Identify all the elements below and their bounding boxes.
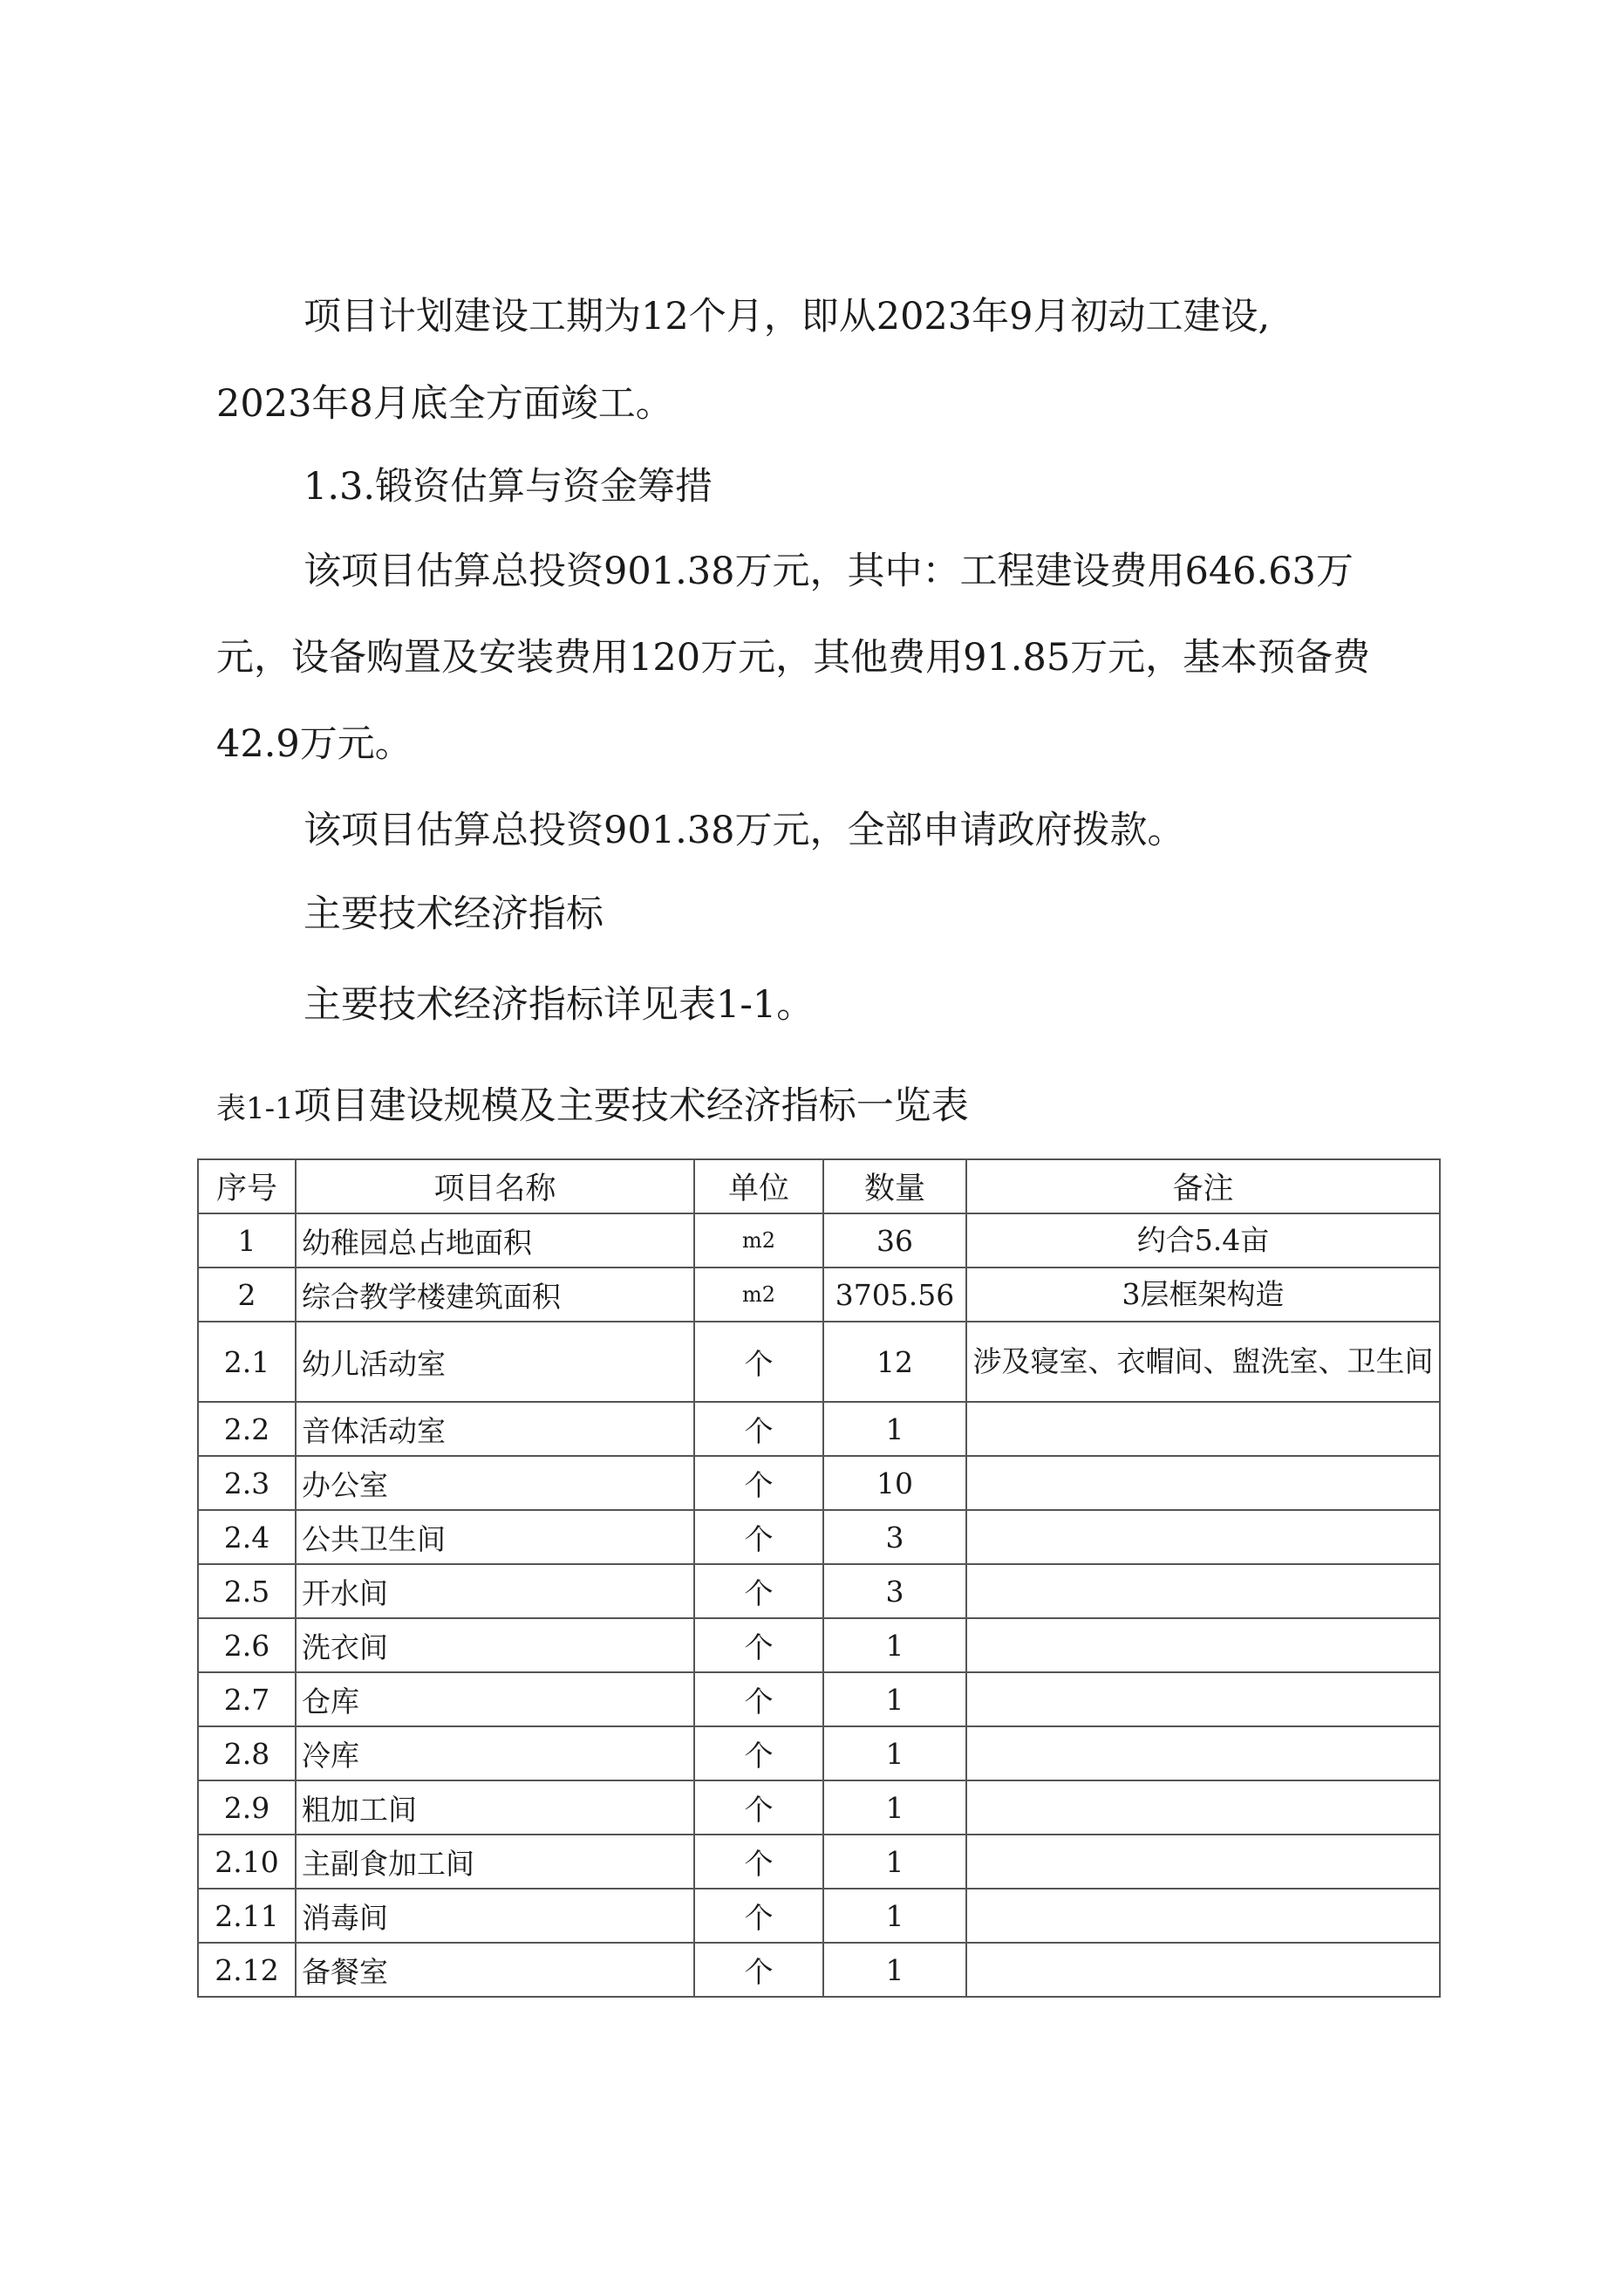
table-row (198, 1402, 1440, 1456)
table-row (198, 1943, 1440, 1997)
cell-seq: 2.10 (198, 1835, 296, 1889)
cell-note (966, 1618, 1440, 1672)
cell-unit: 个 (694, 1456, 823, 1510)
cell-name: 幼稚园总占地面积 (296, 1213, 694, 1268)
cell-note: 3层框架构造 (966, 1268, 1440, 1322)
cell-name: 办公室 (296, 1456, 694, 1510)
table-row (198, 1835, 1440, 1889)
cell-note (966, 1456, 1440, 1510)
cell-qty: 1 (823, 1726, 966, 1780)
cell-note (966, 1889, 1440, 1943)
cell-name: 综合教学楼建筑面积 (296, 1268, 694, 1322)
header-qty: 数量 (823, 1159, 966, 1213)
cell-qty: 1 (823, 1780, 966, 1835)
header-note: 备注 (966, 1159, 1440, 1213)
cell-seq: 2.6 (198, 1618, 296, 1672)
cell-name: 洗衣间 (296, 1618, 694, 1672)
cell-unit: 个 (694, 1943, 823, 1997)
cell-unit: 个 (694, 1564, 823, 1618)
cell-name: 音体活动室 (296, 1402, 694, 1456)
cell-note (966, 1726, 1440, 1780)
table-row (198, 1213, 1440, 1268)
cell-qty: 10 (823, 1456, 966, 1510)
cell-name: 备餐室 (296, 1943, 694, 1997)
cell-seq: 1 (198, 1213, 296, 1268)
table-header-row (198, 1159, 1440, 1213)
cell-seq: 2 (198, 1268, 296, 1322)
table-row (198, 1456, 1440, 1510)
cell-name: 冷库 (296, 1726, 694, 1780)
cell-name: 消毒间 (296, 1889, 694, 1943)
cell-unit: 个 (694, 1672, 823, 1726)
cell-seq: 2.3 (198, 1456, 296, 1510)
cell-seq: 2.12 (198, 1943, 296, 1997)
cell-name: 公共卫生间 (296, 1510, 694, 1564)
cell-note (966, 1564, 1440, 1618)
cell-note: 约合5.4亩 (966, 1213, 1440, 1268)
cell-unit: 个 (694, 1889, 823, 1943)
cell-note (966, 1780, 1440, 1835)
cell-name: 仓库 (296, 1672, 694, 1726)
cell-seq: 2.5 (198, 1564, 296, 1618)
cell-note: 涉及寝室、衣帽间、盥洗室、卫生间 (966, 1322, 1440, 1402)
cell-name: 主副食加工间 (296, 1835, 694, 1889)
cell-unit: 个 (694, 1402, 823, 1456)
cell-unit: 个 (694, 1780, 823, 1835)
investment-paragraph-line3: 42.9万元。 (216, 722, 413, 766)
schedule-paragraph-line2: 2023年8月底全方面竣工。 (216, 382, 673, 426)
header-seq: 序号 (198, 1159, 296, 1213)
cell-qty: 3 (823, 1564, 966, 1618)
cell-note (966, 1402, 1440, 1456)
cell-name: 幼儿活动室 (296, 1322, 694, 1402)
investment-paragraph-line2: 元，设备购置及安装费用120万元，其他费用91.85万元，基本预备费 (216, 636, 1371, 680)
funding-paragraph: 该项目估算总投资901.38万元，全部申请政府拨款。 (303, 809, 1185, 852)
table-row (198, 1510, 1440, 1564)
cell-qty: 1 (823, 1402, 966, 1456)
cell-seq: 2.9 (198, 1780, 296, 1835)
cell-unit: 个 (694, 1322, 823, 1402)
cell-note (966, 1510, 1440, 1564)
cell-seq: 2.4 (198, 1510, 296, 1564)
cell-unit: m2 (694, 1213, 823, 1268)
cell-qty: 1 (823, 1618, 966, 1672)
cell-unit: 个 (694, 1618, 823, 1672)
table-row (198, 1564, 1440, 1618)
cell-name: 开水间 (296, 1564, 694, 1618)
cell-seq: 2.7 (198, 1672, 296, 1726)
table-row (198, 1618, 1440, 1672)
cell-qty: 3 (823, 1510, 966, 1564)
header-name: 项目名称 (296, 1159, 694, 1213)
table-row (198, 1889, 1440, 1943)
header-unit: 单位 (694, 1159, 823, 1213)
table-row (198, 1268, 1440, 1322)
cell-seq: 2.2 (198, 1402, 296, 1456)
cell-unit: 个 (694, 1835, 823, 1889)
schedule-paragraph-line1: 项目计划建设工期为12个月，即从2023年9月初动工建设, (303, 295, 1271, 338)
cell-note (966, 1943, 1440, 1997)
investment-paragraph-line1: 该项目估算总投资901.38万元，其中：工程建设费用646.63万 (303, 550, 1354, 593)
cell-qty: 36 (823, 1213, 966, 1268)
cell-qty: 1 (823, 1943, 966, 1997)
cell-qty: 1 (823, 1889, 966, 1943)
indicators-heading: 主要技术经济指标 (303, 892, 604, 936)
cell-name: 粗加工间 (296, 1780, 694, 1835)
cell-seq: 2.1 (198, 1322, 296, 1402)
cell-seq: 2.11 (198, 1889, 296, 1943)
indicators-reference: 主要技术经济指标详见表1-1。 (303, 983, 815, 1027)
cell-qty: 3705.56 (823, 1268, 966, 1322)
table-caption-number: 表1-1 (216, 1091, 294, 1126)
cell-unit: m2 (694, 1268, 823, 1322)
table-caption-title: 项目建设规模及主要技术经济指标一览表 (293, 1084, 969, 1128)
table-row (198, 1780, 1440, 1835)
table-row (198, 1672, 1440, 1726)
cell-qty: 12 (823, 1322, 966, 1402)
table-caption (216, 1080, 969, 1135)
table-row (198, 1726, 1440, 1780)
cell-seq: 2.8 (198, 1726, 296, 1780)
cell-qty: 1 (823, 1672, 966, 1726)
cell-qty: 1 (823, 1835, 966, 1889)
table-row (198, 1322, 1440, 1402)
cell-note (966, 1835, 1440, 1889)
cell-note (966, 1672, 1440, 1726)
cell-unit: 个 (694, 1510, 823, 1564)
cell-unit: 个 (694, 1726, 823, 1780)
section-heading: 1.3.锻资估算与资金筹措 (303, 465, 713, 509)
indicators-table (197, 1158, 1441, 1998)
